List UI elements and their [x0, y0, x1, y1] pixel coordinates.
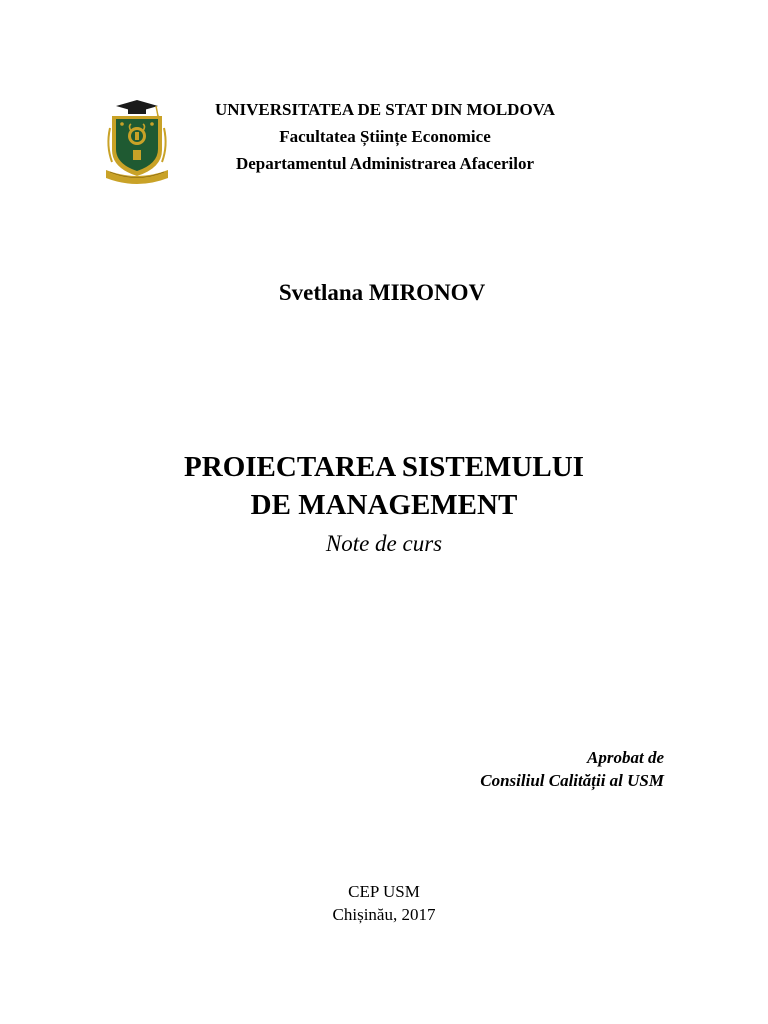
faculty-name: Facultatea Științe Economice [279, 127, 491, 146]
title-line-1: PROIECTAREA SISTEMULUI [184, 451, 584, 483]
subtitle: Note de curs [325, 531, 443, 556]
institution-header [190, 96, 580, 177]
approval-note [480, 746, 664, 792]
university-crest-icon [104, 98, 170, 184]
author-name [0, 278, 768, 308]
approval-line-2: Consiliul Calității al USM [480, 771, 664, 790]
department-name: Departamentul Administrarea Afacerilor [235, 154, 535, 173]
publisher-info [0, 880, 768, 926]
publisher-place-year: Chișinău, 2017 [332, 905, 436, 924]
title-line-2: DE MANAGEMENT [250, 489, 518, 521]
approval-line-1: Aprobat de [587, 748, 664, 767]
title-block [0, 448, 768, 559]
author-name-text: Svetlana MIRONOV [278, 280, 486, 305]
publisher-name: CEP USM [348, 882, 420, 901]
university-name: UNIVERSITATEA DE STAT DIN MOLDOVA [214, 100, 556, 119]
